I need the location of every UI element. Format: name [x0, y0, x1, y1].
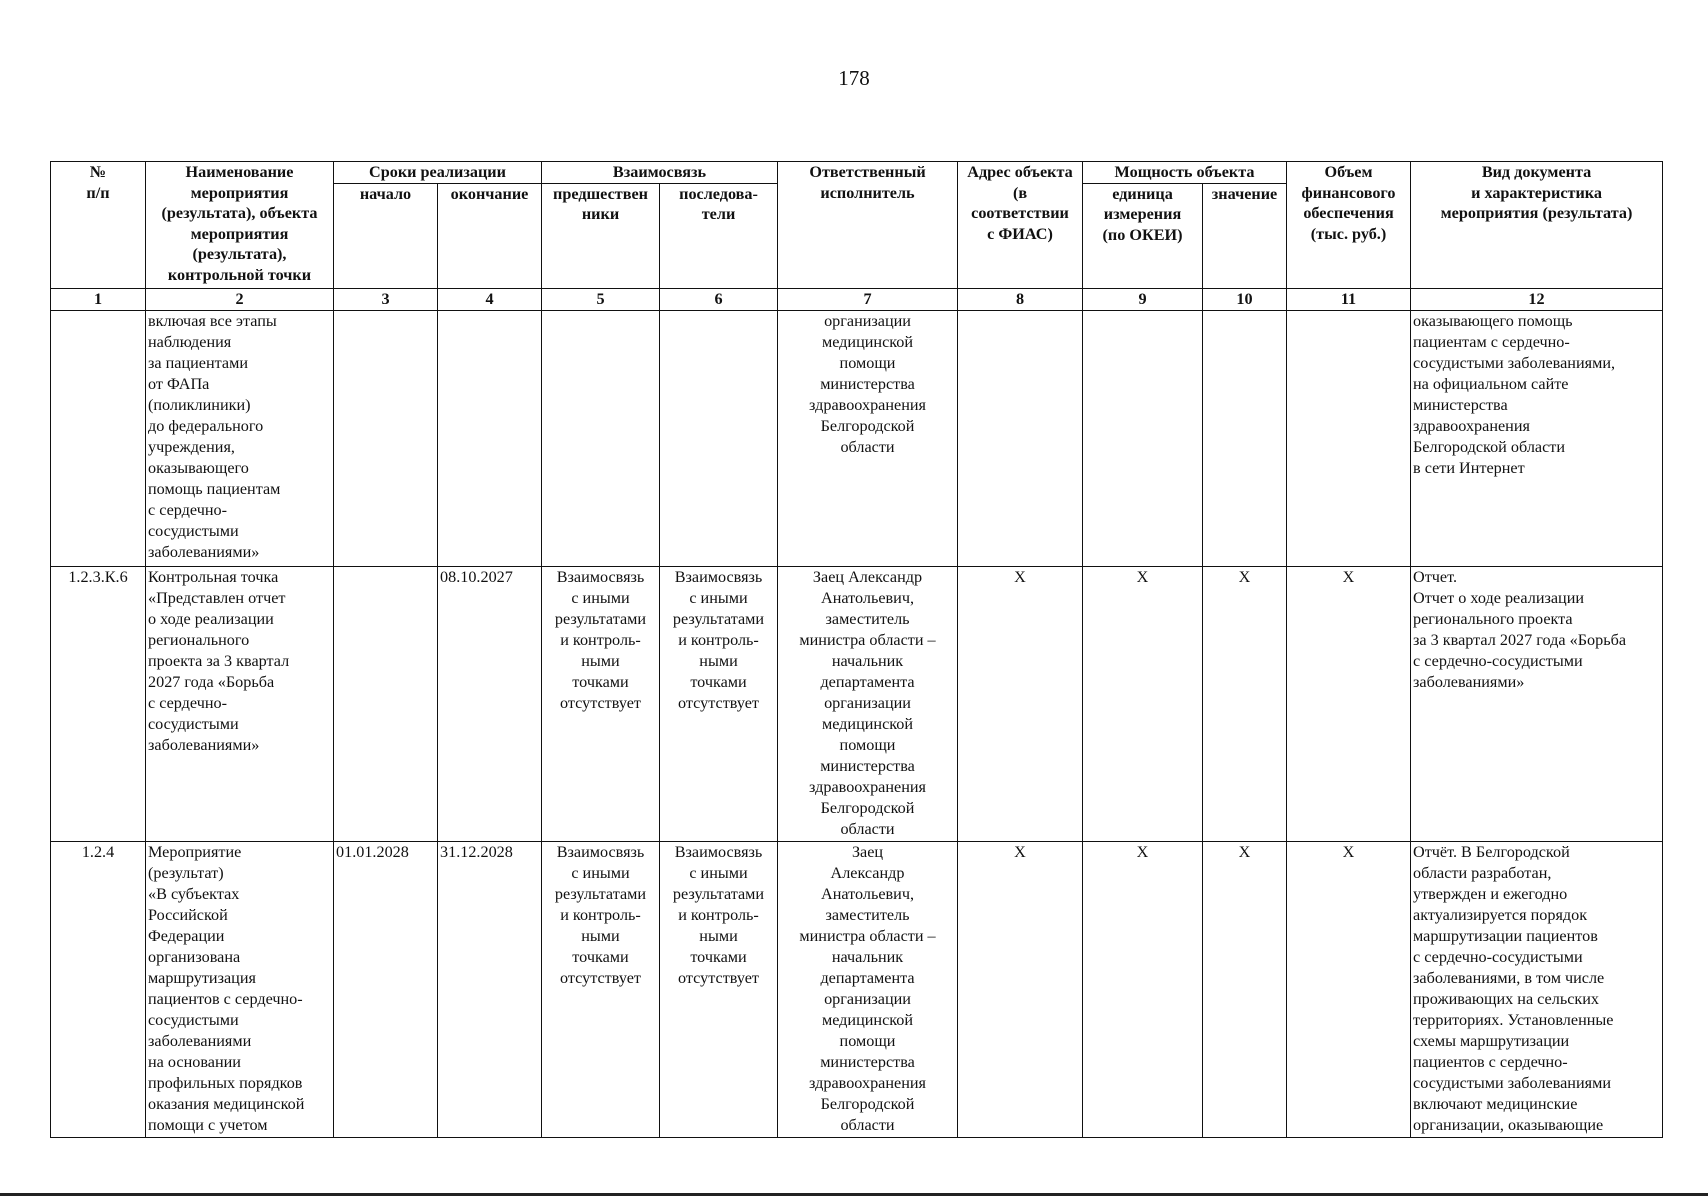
row-document: Отчет. Отчет о ходе реализации регионального проекта за 3 квартал 2027 года «Борьба с сердечно-сосудистыми заболеваниями» [1411, 566, 1663, 841]
header-responsible: Ответственный исполнитель [778, 162, 958, 289]
column-number: 6 [660, 288, 778, 310]
row-end: 08.10.2027 [438, 566, 542, 841]
row-start: 01.01.2028 [334, 841, 438, 1137]
header-value: значение [1203, 183, 1287, 288]
row-name: Мероприятие (результат) «В субъектах Российской Федерации организована маршрутизация пациентов с сердечно- сосудистыми заболеваниями на основании профильных порядков оказания медицинской помощи с учетом [146, 841, 334, 1137]
row-start [334, 566, 438, 841]
column-number: 5 [542, 288, 660, 310]
row-successors [660, 310, 778, 566]
page-number: 178 [838, 66, 870, 90]
row-value: X [1203, 566, 1287, 841]
table-row [51, 841, 1663, 1137]
header-vzaimosvyaz: Взаимосвязь [542, 162, 778, 184]
header-start: начало [334, 183, 438, 288]
row-predecessors: Взаимосвязь с иными результатами и контроль- ными точками отсутствует [542, 566, 660, 841]
row-name: включая все этапы наблюдения за пациентами от ФАПа (поликлиники) до федерального учреждения, оказывающего помощь пациентам с сердечно- сосудистыми заболеваниями» [146, 310, 334, 566]
column-number: 10 [1203, 288, 1287, 310]
column-number: 11 [1287, 288, 1411, 310]
row-number: 1.2.4 [51, 841, 146, 1137]
header-document-type: Вид документа и характеристика мероприятия (результата) [1411, 162, 1663, 289]
row-unit: X [1083, 841, 1203, 1137]
row-value [1203, 310, 1287, 566]
column-number: 4 [438, 288, 542, 310]
row-name: Контрольная точка «Представлен отчет о ходе реализации регионального проекта за 3 квартал 2027 года «Борьба с сердечно- сосудистыми заболеваниями» [146, 566, 334, 841]
header-successors: последова- тели [660, 183, 778, 288]
column-number: 2 [146, 288, 334, 310]
row-number: 1.2.3.К.6 [51, 566, 146, 841]
row-document: оказывающего помощь пациентам с сердечно- сосудистыми заболеваниями, на официальном сайте министерства здравоохранения Белгородской области в сети Интернет [1411, 310, 1663, 566]
header-unit: единица измерения (по ОКЕИ) [1083, 183, 1203, 288]
row-number [51, 310, 146, 566]
row-financing [1287, 310, 1411, 566]
row-responsible: Заец Александр Анатольевич, заместитель министра области – начальник департамента организации медицинской помощи министерства здравоохранения Белгородской области [778, 841, 958, 1137]
row-value: X [1203, 841, 1287, 1137]
page-bottom-edge [0, 1193, 1708, 1196]
row-document: Отчёт. В Белгородской области разработан, утвержден и ежегодно актуализируется порядок маршрутизации пациентов с сердечно-сосудистыми заболеваниями, в том числе проживающих на сельских территориях. Установленные схемы маршрутизации пациентов с сердечно- сосудистыми заболеваниями включают медицинские организации, оказывающие [1411, 841, 1663, 1137]
table-row [51, 310, 1663, 566]
column-number: 8 [958, 288, 1083, 310]
column-number: 3 [334, 288, 438, 310]
document-table [50, 161, 1663, 1138]
column-number-row [51, 288, 1663, 310]
row-financing: X [1287, 841, 1411, 1137]
header-address: Адрес объекта (в соответствии с ФИАС) [958, 162, 1083, 289]
row-end [438, 310, 542, 566]
header-name: Наименование мероприятия (результата), объекта мероприятия (результата), контрольной точки [146, 162, 334, 289]
row-address [958, 310, 1083, 566]
row-responsible: организации медицинской помощи министерства здравоохранения Белгородской области [778, 310, 958, 566]
column-number: 1 [51, 288, 146, 310]
row-predecessors: Взаимосвязь с иными результатами и контроль- ными точками отсутствует [542, 841, 660, 1137]
row-responsible: Заец Александр Анатольевич, заместитель министра области – начальник департамента организации медицинской помощи министерства здравоохранения Белгородской области [778, 566, 958, 841]
row-predecessors [542, 310, 660, 566]
row-address: X [958, 841, 1083, 1137]
header-predecessors: предшествен ники [542, 183, 660, 288]
row-unit [1083, 310, 1203, 566]
header-financing: Объем финансового обеспечения (тыс. руб.) [1287, 162, 1411, 289]
column-number: 7 [778, 288, 958, 310]
table-row [51, 566, 1663, 841]
header-end: окончание [438, 183, 542, 288]
column-number: 12 [1411, 288, 1663, 310]
row-end: 31.12.2028 [438, 841, 542, 1137]
row-financing: X [1287, 566, 1411, 841]
row-unit: X [1083, 566, 1203, 841]
row-start [334, 310, 438, 566]
column-number: 9 [1083, 288, 1203, 310]
header-sroki: Сроки реализации [334, 162, 542, 184]
header-number: № п/п [51, 162, 146, 289]
row-successors: Взаимосвязь с иными результатами и контроль- ными точками отсутствует [660, 841, 778, 1137]
header-moshchnost: Мощность объекта [1083, 162, 1287, 184]
row-successors: Взаимосвязь с иными результатами и контроль- ными точками отсутствует [660, 566, 778, 841]
row-address: X [958, 566, 1083, 841]
